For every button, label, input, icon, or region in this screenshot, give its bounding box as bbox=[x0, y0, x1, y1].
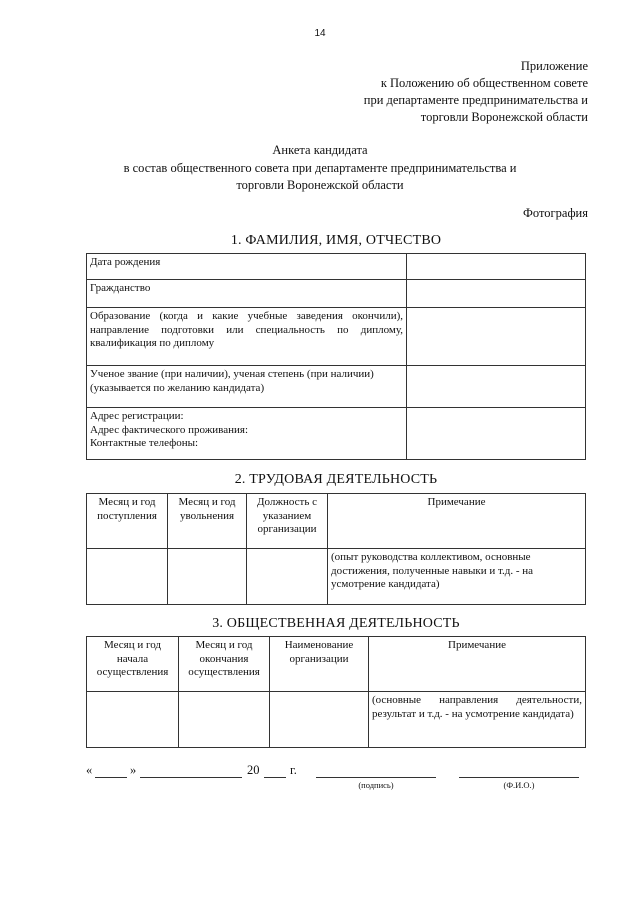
address-contacts-label: Адрес регистрации: Адрес фактического проживания: Контактные телефоны: bbox=[87, 408, 407, 460]
column-header: Месяц и год увольнения bbox=[168, 494, 247, 549]
organization-cell[interactable] bbox=[270, 692, 369, 748]
note-cell: (опыт руководства коллективом, основные достижения, полученные навыки и т.д. - на усмотрение кандидата) bbox=[328, 549, 586, 605]
table-row bbox=[87, 254, 586, 280]
table-row bbox=[87, 308, 586, 366]
table-row bbox=[87, 692, 586, 748]
full-name-blank[interactable] bbox=[459, 777, 579, 778]
birth-date-value-cell[interactable] bbox=[407, 254, 586, 280]
photo-label: Фотография bbox=[523, 206, 588, 220]
page-number: 14 bbox=[314, 28, 326, 39]
month-blank[interactable] bbox=[140, 777, 242, 778]
table-row bbox=[87, 549, 586, 605]
personal-info-table bbox=[86, 253, 586, 460]
appendix-line: при департаменте предпринимательства и bbox=[363, 93, 588, 107]
start-date-cell[interactable] bbox=[87, 549, 168, 605]
signature-blank[interactable] bbox=[316, 777, 436, 778]
year-blank[interactable] bbox=[264, 777, 286, 778]
start-date-cell[interactable] bbox=[87, 692, 179, 748]
table-row bbox=[87, 366, 586, 408]
section2-heading: 2. ТРУДОВАЯ ДЕЯТЕЛЬНОСТЬ bbox=[234, 472, 438, 487]
end-date-cell[interactable] bbox=[179, 692, 270, 748]
full-name-caption: (Ф.И.О.) bbox=[503, 780, 535, 790]
signature-caption: (подпись) bbox=[358, 780, 394, 790]
column-header: Месяц и год начала осуществления bbox=[87, 637, 179, 692]
section3-heading: 3. ОБЩЕСТВЕННАЯ ДЕЯТЕЛЬНОСТЬ bbox=[212, 616, 460, 631]
public-activity-table bbox=[86, 636, 586, 748]
appendix-line: к Положению об общественном совете bbox=[380, 76, 588, 90]
appendix-line: Приложение bbox=[520, 59, 588, 73]
day-blank[interactable] bbox=[95, 777, 127, 778]
academic-degree-value-cell[interactable] bbox=[407, 366, 586, 408]
title-line: Анкета кандидата bbox=[272, 143, 368, 157]
table-row bbox=[87, 637, 586, 692]
appendix-block bbox=[258, 58, 588, 126]
birth-date-label: Дата рождения bbox=[87, 254, 407, 280]
appendix-line: торговли Воронежской области bbox=[420, 110, 588, 124]
table-row bbox=[87, 408, 586, 460]
title-line: торговли Воронежской области bbox=[236, 178, 404, 192]
year-prefix: 20 bbox=[247, 763, 260, 777]
column-header: Примечание bbox=[328, 494, 586, 549]
column-header: Примечание bbox=[369, 637, 586, 692]
column-header: Месяц и год окончания осуществления bbox=[179, 637, 270, 692]
date-open-quote: « bbox=[86, 763, 93, 777]
year-suffix: г. bbox=[290, 763, 297, 777]
citizenship-value-cell[interactable] bbox=[407, 280, 586, 308]
end-date-cell[interactable] bbox=[168, 549, 247, 605]
table-row bbox=[87, 280, 586, 308]
work-experience-table bbox=[86, 493, 586, 605]
section1-heading: 1. ФАМИЛИЯ, ИМЯ, ОТЧЕСТВО bbox=[230, 233, 442, 248]
address-contacts-value-cell[interactable] bbox=[407, 408, 586, 460]
note-cell: (основные направления деятельности, результат и т.д. - на усмотрение кандидата) bbox=[369, 692, 586, 748]
title-line: в состав общественного совета при департаменте предпринимательства и bbox=[123, 160, 517, 175]
academic-degree-label: Ученое звание (при наличии), ученая степень (при наличии) (указывается по желанию кандидата) bbox=[87, 366, 407, 408]
column-header: Должность с указанием организации bbox=[247, 494, 328, 549]
date-close-quote: » bbox=[130, 763, 137, 777]
education-value-cell[interactable] bbox=[407, 308, 586, 366]
position-cell[interactable] bbox=[247, 549, 328, 605]
column-header: Наименование организации bbox=[270, 637, 369, 692]
table-row bbox=[87, 494, 586, 549]
education-label: Образование (когда и какие учебные заведения окончили), направление подготовки или специальность по диплому, квалификация по диплому bbox=[87, 308, 407, 366]
document-title bbox=[60, 142, 580, 195]
citizenship-label: Гражданство bbox=[87, 280, 407, 308]
column-header: Месяц и год поступления bbox=[87, 494, 168, 549]
